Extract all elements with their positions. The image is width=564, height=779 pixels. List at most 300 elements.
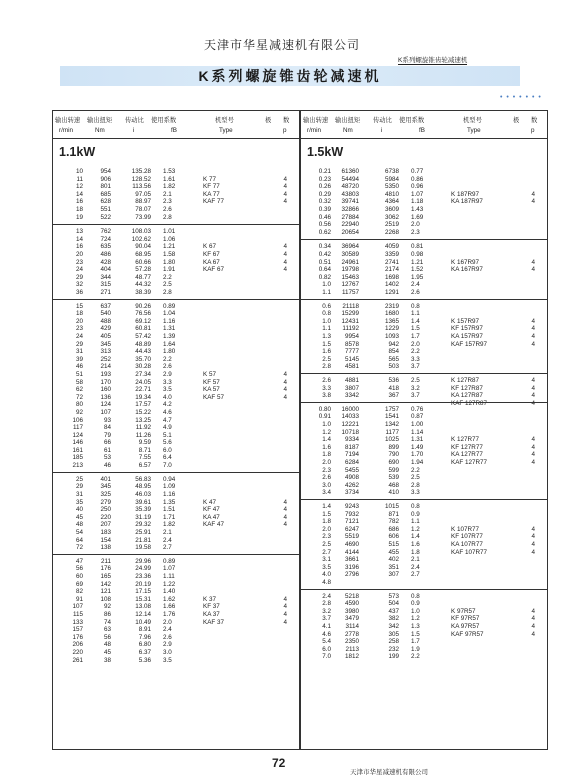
cell-fb: 2.5 — [411, 377, 420, 384]
cell-type: K 57 — [203, 370, 216, 378]
cell-ratio: 942 — [388, 340, 399, 348]
cell-speed: 106 — [72, 416, 83, 424]
cell-type: KF 107R77 — [451, 533, 483, 541]
cell-ratio: 599 — [388, 466, 399, 474]
cell-torque: 315 — [100, 281, 111, 289]
cell-ratio: 6.57 — [138, 462, 151, 470]
cell-p: 4 — [531, 615, 535, 623]
cell-fb: 1.64 — [163, 340, 176, 348]
cell-torque: 7121 — [344, 518, 359, 526]
cell-torque: 138 — [100, 544, 111, 552]
cell-type: KAF 37 — [203, 618, 224, 626]
cell-fb: 2.2 — [411, 348, 420, 356]
cell-ratio: 536 — [388, 377, 399, 384]
cell-type: KF 67 — [203, 250, 220, 258]
cell-ratio: 1698 — [384, 273, 399, 281]
cell-type: K 107R77 — [451, 525, 480, 533]
cell-speed: 24 — [75, 266, 83, 274]
cell-fb: 1.04 — [163, 310, 176, 318]
cell-fb: 1.7 — [411, 332, 420, 340]
cell-ratio: 27.34 — [135, 370, 151, 378]
cell-fb: 2.2 — [411, 466, 420, 474]
cell-fb: 1.11 — [163, 572, 175, 580]
cell-speed: 14 — [75, 190, 83, 198]
cell-type: KF 57 — [203, 378, 220, 386]
col-torque — [333, 303, 359, 371]
cell-torque: 45 — [103, 648, 111, 656]
cell-torque: 345 — [100, 340, 111, 348]
cell-torque: 3114 — [345, 622, 359, 630]
cell-p: 4 — [531, 384, 535, 392]
cell-fb: 1.35 — [163, 498, 176, 506]
cell-p: 4 — [531, 399, 535, 407]
cell-ratio: 2174 — [384, 266, 399, 274]
cell-ratio: 9.59 — [138, 439, 151, 447]
cell-speed: 82 — [75, 588, 83, 596]
cell-p: 4 — [283, 183, 287, 191]
cell-fb: 2.6 — [411, 288, 420, 296]
col-p — [275, 228, 287, 274]
cell-p: 4 — [531, 533, 535, 541]
cell-speed: 2.3 — [322, 466, 331, 474]
cell-type: KF 97R57 — [451, 615, 480, 623]
col-ratio — [119, 558, 151, 664]
table-group — [53, 299, 299, 472]
cell-speed: 2.4 — [322, 592, 331, 600]
table-group — [53, 224, 299, 298]
cell-speed: 3.7 — [322, 615, 331, 623]
cell-speed: 54 — [75, 528, 83, 536]
col-fb — [163, 558, 187, 664]
cell-torque: 10718 — [341, 428, 359, 436]
cell-speed: 0.80 — [318, 405, 331, 413]
cell-fb: 0.89 — [163, 302, 176, 310]
cell-p: 4 — [283, 370, 287, 378]
cell-fb: 0.9 — [411, 510, 420, 518]
cell-fb: 1.69 — [411, 213, 424, 221]
cell-ratio: 573 — [388, 592, 399, 600]
cell-ratio: 437 — [388, 607, 399, 615]
cell-p: 4 — [283, 243, 287, 251]
cell-speed: 56 — [75, 565, 83, 573]
cell-fb: 1.76 — [163, 610, 176, 618]
cell-speed: 107 — [72, 603, 83, 611]
cell-torque: 271 — [100, 288, 111, 296]
cell-torque: 61360 — [341, 168, 359, 175]
cell-speed: 32 — [75, 281, 83, 289]
col-torque — [333, 243, 359, 296]
col-p — [523, 503, 535, 556]
cell-speed: 1.8 — [322, 451, 331, 459]
cell-fb: 2.6 — [163, 205, 172, 213]
col-torque — [333, 503, 359, 579]
cell-speed: 36 — [75, 288, 83, 296]
cell-ratio: 503 — [388, 363, 399, 371]
table-group — [53, 554, 299, 666]
cell-ratio: 24.05 — [135, 378, 151, 386]
cell-ratio: 1291 — [384, 288, 399, 296]
col-ratio — [367, 503, 399, 579]
cell-torque: 313 — [100, 348, 111, 356]
cell-speed: 0.39 — [318, 205, 331, 213]
power-label: 1.1kW — [59, 145, 96, 159]
cell-type: KF 127R87 — [451, 384, 483, 392]
cell-speed: 7.0 — [322, 653, 331, 661]
cell-type: KA 157R97 — [451, 332, 483, 340]
cell-type: KA 167R97 — [451, 266, 483, 274]
cell-ratio: 1177 — [385, 428, 399, 436]
cell-speed: 124 — [72, 431, 83, 439]
cell-p: 4 — [283, 198, 287, 206]
cell-fb: 1.53 — [163, 168, 176, 175]
cell-fb: 2.7 — [163, 544, 172, 552]
cell-speed: 2.0 — [322, 525, 331, 533]
cell-speed: 0.51 — [318, 258, 331, 266]
cell-speed: 1.4 — [322, 436, 331, 444]
cell-type: KA 57 — [203, 386, 220, 394]
cell-fb: 2.3 — [163, 198, 172, 206]
cell-ratio: 1015 — [384, 503, 399, 510]
cell-speed: 51 — [75, 370, 83, 378]
cell-fb: 1.8 — [411, 548, 420, 556]
cell-torque: 4908 — [344, 474, 359, 482]
cell-speed: 157 — [72, 626, 83, 634]
col-torque — [85, 168, 111, 221]
cell-fb: 1.01 — [163, 228, 176, 236]
cell-fb: 1.00 — [411, 420, 424, 428]
cell-speed: 4.0 — [322, 571, 331, 579]
cell-fb: 2.4 — [163, 626, 172, 634]
cell-torque: 30589 — [341, 250, 359, 258]
cell-torque: 8187 — [344, 443, 359, 451]
cell-p: 4 — [531, 548, 535, 556]
cell-type: KA 97R57 — [451, 622, 480, 630]
col-type — [203, 228, 255, 274]
cell-p: 4 — [283, 610, 287, 618]
cell-ratio: 13.25 — [135, 416, 151, 424]
cell-fb: 1.80 — [163, 258, 176, 266]
cell-speed: 0.82 — [318, 273, 331, 281]
cell-ratio: 899 — [388, 443, 399, 451]
cell-fb: 2.2 — [163, 273, 172, 281]
cell-p: 4 — [283, 513, 287, 521]
cell-ratio: 88.97 — [135, 198, 151, 206]
cell-torque: 165 — [100, 572, 111, 580]
cell-fb: 0.77 — [411, 168, 424, 175]
cell-fb: 0.89 — [163, 557, 176, 565]
col-p — [523, 168, 535, 206]
cell-fb: 1.43 — [411, 205, 424, 213]
cell-ratio: 8.71 — [138, 446, 151, 454]
cell-speed: 23 — [75, 325, 83, 333]
cell-speed: 1.0 — [322, 420, 331, 428]
cell-torque: 54494 — [341, 175, 359, 183]
cell-torque: 22940 — [341, 221, 359, 229]
cell-speed: 13 — [75, 228, 83, 236]
cell-speed: 16 — [75, 198, 83, 206]
cell-ratio: 113.56 — [132, 183, 151, 191]
cell-speed: 91 — [75, 595, 83, 603]
cell-ratio: 565 — [388, 355, 399, 363]
footer-company: 天津市华星减速机有限公司 — [350, 769, 428, 776]
cell-fb: 1.6 — [411, 540, 420, 548]
col-fb — [411, 503, 435, 579]
cell-speed: 261 — [72, 656, 83, 664]
cell-ratio: 60.81 — [135, 325, 151, 333]
cell-torque: 14033 — [341, 413, 359, 421]
cell-speed: 72 — [75, 393, 83, 401]
cell-torque: 2778 — [344, 630, 359, 638]
cell-speed: 206 — [72, 641, 83, 649]
cell-speed: 39 — [75, 355, 83, 363]
cell-torque: 12221 — [341, 420, 359, 428]
cell-p: 4 — [531, 325, 535, 333]
cell-ratio: 39.61 — [135, 498, 151, 506]
cell-fb: 1.21 — [411, 258, 424, 266]
cell-torque: 84 — [103, 424, 111, 432]
cell-torque: 11757 — [341, 288, 359, 296]
cell-p: 4 — [283, 393, 287, 401]
cell-fb: 2.2 — [163, 355, 172, 363]
cell-ratio: 35.39 — [135, 506, 151, 514]
cell-p: 4 — [531, 377, 535, 384]
cell-torque: 63 — [103, 626, 111, 634]
cell-torque: 4581 — [344, 363, 359, 371]
cell-ratio: 135.28 — [131, 168, 151, 175]
cell-fb: 2.4 — [411, 281, 420, 289]
cell-type: KA 107R77 — [451, 540, 483, 548]
col-torque — [333, 593, 359, 661]
cell-ratio: 1402 — [384, 281, 399, 289]
col-fb — [411, 593, 435, 661]
cell-type: KAF 77 — [203, 198, 224, 206]
cell-fb: 4.0 — [163, 393, 172, 401]
cell-fb: 1.4 — [411, 317, 420, 325]
cell-type: KF 157R97 — [451, 325, 483, 333]
cell-ratio: 24.99 — [135, 565, 151, 573]
col-ratio — [119, 228, 151, 296]
col-type — [451, 406, 503, 467]
cell-speed: 3.3 — [322, 384, 331, 392]
cell-ratio: 258 — [388, 638, 399, 646]
col-type — [203, 476, 255, 529]
col-speed — [305, 168, 331, 236]
cell-fb: 2.4 — [411, 563, 420, 571]
cell-type: KA 187R97 — [451, 198, 483, 206]
col-speed — [305, 503, 331, 587]
cell-fb: 2.6 — [163, 633, 172, 641]
cell-type: KA 47 — [203, 513, 220, 521]
cell-speed: 25 — [75, 475, 83, 483]
cell-speed: 220 — [72, 648, 83, 656]
cell-speed: 2.6 — [322, 377, 331, 384]
cell-speed: 1.1 — [322, 288, 331, 296]
cell-ratio: 21.81 — [135, 536, 151, 544]
col-speed — [57, 168, 83, 221]
cell-ratio: 3359 — [384, 250, 399, 258]
cell-speed: 29 — [75, 483, 83, 491]
cell-torque: 488 — [100, 317, 111, 325]
cell-type: KA 67 — [203, 258, 220, 266]
cell-ratio: 1229 — [384, 325, 399, 333]
cell-p: 4 — [283, 521, 287, 529]
cell-speed: 0.62 — [318, 228, 331, 236]
cell-ratio: 68.95 — [135, 250, 151, 258]
col-fb — [411, 168, 435, 236]
cell-ratio: 5350 — [384, 183, 399, 191]
cell-torque: 4262 — [344, 481, 359, 489]
cell-speed: 1.4 — [322, 503, 331, 510]
cell-fb: 1.70 — [411, 451, 424, 459]
decorative-dots: • • • • • • • — [500, 94, 542, 101]
table-group — [301, 299, 547, 373]
col-type — [451, 168, 503, 206]
cell-fb: 2.1 — [411, 556, 420, 564]
cell-speed: 64 — [75, 536, 83, 544]
cell-ratio: 19.58 — [135, 544, 151, 552]
cell-speed: 18 — [75, 205, 83, 213]
cell-fb: 1.95 — [411, 273, 424, 281]
cell-speed: 62 — [75, 386, 83, 394]
cell-ratio: 29.32 — [135, 521, 151, 529]
cell-ratio: 56.83 — [135, 475, 151, 483]
cell-fb: 0.98 — [411, 250, 424, 258]
cell-type: K 47 — [203, 498, 216, 506]
cell-ratio: 410 — [388, 489, 399, 497]
cell-fb: 1.40 — [163, 588, 176, 596]
col-ratio — [367, 243, 399, 296]
cell-type: KAF 157R97 — [451, 340, 488, 348]
cell-speed: 10 — [75, 168, 83, 175]
cell-ratio: 60.66 — [135, 258, 151, 266]
cell-fb: 1.21 — [163, 243, 176, 251]
cell-p: 4 — [531, 317, 535, 325]
cell-fb: 3.0 — [163, 648, 172, 656]
cell-speed: 46 — [75, 363, 83, 371]
col-p — [275, 168, 287, 206]
cell-p: 4 — [283, 618, 287, 626]
cell-ratio: 539 — [388, 474, 399, 482]
cell-speed: 60 — [75, 572, 83, 580]
cell-torque: 2350 — [344, 638, 359, 646]
cell-fb: 3.5 — [163, 386, 172, 394]
cell-torque: 154 — [100, 536, 111, 544]
cell-speed: 6.0 — [322, 645, 331, 653]
cell-torque: 20654 — [341, 228, 359, 236]
cell-type: K 127R77 — [451, 436, 480, 444]
cell-torque: 36964 — [341, 243, 359, 251]
cell-p: 4 — [531, 451, 535, 459]
cell-fb: 0.96 — [411, 183, 424, 191]
cell-speed: 1.0 — [322, 317, 331, 325]
cell-torque: 429 — [100, 325, 111, 333]
cell-fb: 1.5 — [411, 630, 420, 638]
col-type — [203, 303, 255, 402]
cell-speed: 12 — [75, 183, 83, 191]
cell-fb: 1.80 — [163, 348, 176, 356]
cell-fb: 1.09 — [163, 483, 176, 491]
cell-speed: 0.56 — [318, 221, 331, 229]
cell-ratio: 108.03 — [131, 228, 151, 236]
cell-p: 4 — [531, 436, 535, 444]
col-fb — [163, 303, 187, 470]
cell-ratio: 686 — [388, 525, 399, 533]
cell-torque: 86 — [103, 610, 111, 618]
cell-fb: 0.9 — [411, 600, 420, 608]
cell-p: 4 — [283, 250, 287, 258]
cell-speed: 58 — [75, 378, 83, 386]
cell-fb: 3.3 — [411, 489, 420, 497]
cell-fb: 1.16 — [163, 317, 176, 325]
cell-type: KAF 97R57 — [451, 630, 484, 638]
cell-p: 4 — [283, 258, 287, 266]
cell-ratio: 232 — [388, 645, 399, 653]
cell-type: KF 77 — [203, 183, 220, 191]
cell-speed: 4.1 — [322, 622, 331, 630]
col-speed — [305, 303, 331, 371]
col-p — [275, 558, 287, 626]
table-group — [53, 472, 299, 554]
cell-p: 4 — [283, 175, 287, 183]
cell-torque: 486 — [100, 250, 111, 258]
cell-fb: 2.8 — [411, 481, 420, 489]
cell-speed: 2.6 — [322, 474, 331, 482]
cell-torque: 4144 — [344, 548, 359, 556]
cell-fb: 2.2 — [411, 653, 420, 661]
col-fb — [163, 476, 187, 552]
col-ratio — [119, 303, 151, 470]
cell-speed: 161 — [72, 446, 83, 454]
table-group — [301, 499, 547, 589]
cell-torque: 79 — [103, 431, 111, 439]
cell-speed: 69 — [75, 580, 83, 588]
cell-ratio: 73.99 — [135, 213, 151, 221]
cell-ratio: 4810 — [384, 190, 399, 198]
cell-speed: 0.26 — [318, 183, 331, 191]
cell-torque: 628 — [100, 198, 111, 206]
cell-speed: 19 — [75, 213, 83, 221]
cell-ratio: 17.57 — [135, 401, 151, 409]
cell-p: 4 — [283, 506, 287, 514]
col-type — [451, 243, 503, 273]
cell-torque: 92 — [103, 603, 111, 611]
cell-fb: 3.7 — [411, 363, 420, 371]
cell-speed: 48 — [75, 521, 83, 529]
cell-ratio: 90.04 — [135, 243, 151, 251]
cell-ratio: 23.36 — [135, 572, 151, 580]
cell-fb: 1.18 — [411, 198, 424, 206]
cell-ratio: 2319 — [384, 302, 399, 310]
cell-ratio: 29.96 — [135, 557, 151, 565]
cell-torque: 32866 — [341, 205, 359, 213]
cell-speed: 1.5 — [322, 510, 331, 518]
cell-fb: 3.3 — [411, 355, 420, 363]
cell-torque: 250 — [100, 506, 111, 514]
cell-ratio: 382 — [388, 615, 399, 623]
cell-fb: 1.0 — [411, 607, 420, 615]
cell-fb: 1.39 — [163, 332, 176, 340]
cell-torque: 551 — [100, 205, 111, 213]
cell-p: 4 — [283, 190, 287, 198]
cell-type: K 37 — [203, 595, 216, 603]
cell-ratio: 1342 — [384, 420, 399, 428]
cell-p: 4 — [531, 525, 535, 533]
cell-torque: 53 — [103, 454, 111, 462]
cell-torque: 66 — [103, 439, 111, 447]
cell-fb: 1.62 — [163, 595, 176, 603]
cell-speed: 18 — [75, 310, 83, 318]
cell-fb: 4.2 — [163, 401, 172, 409]
